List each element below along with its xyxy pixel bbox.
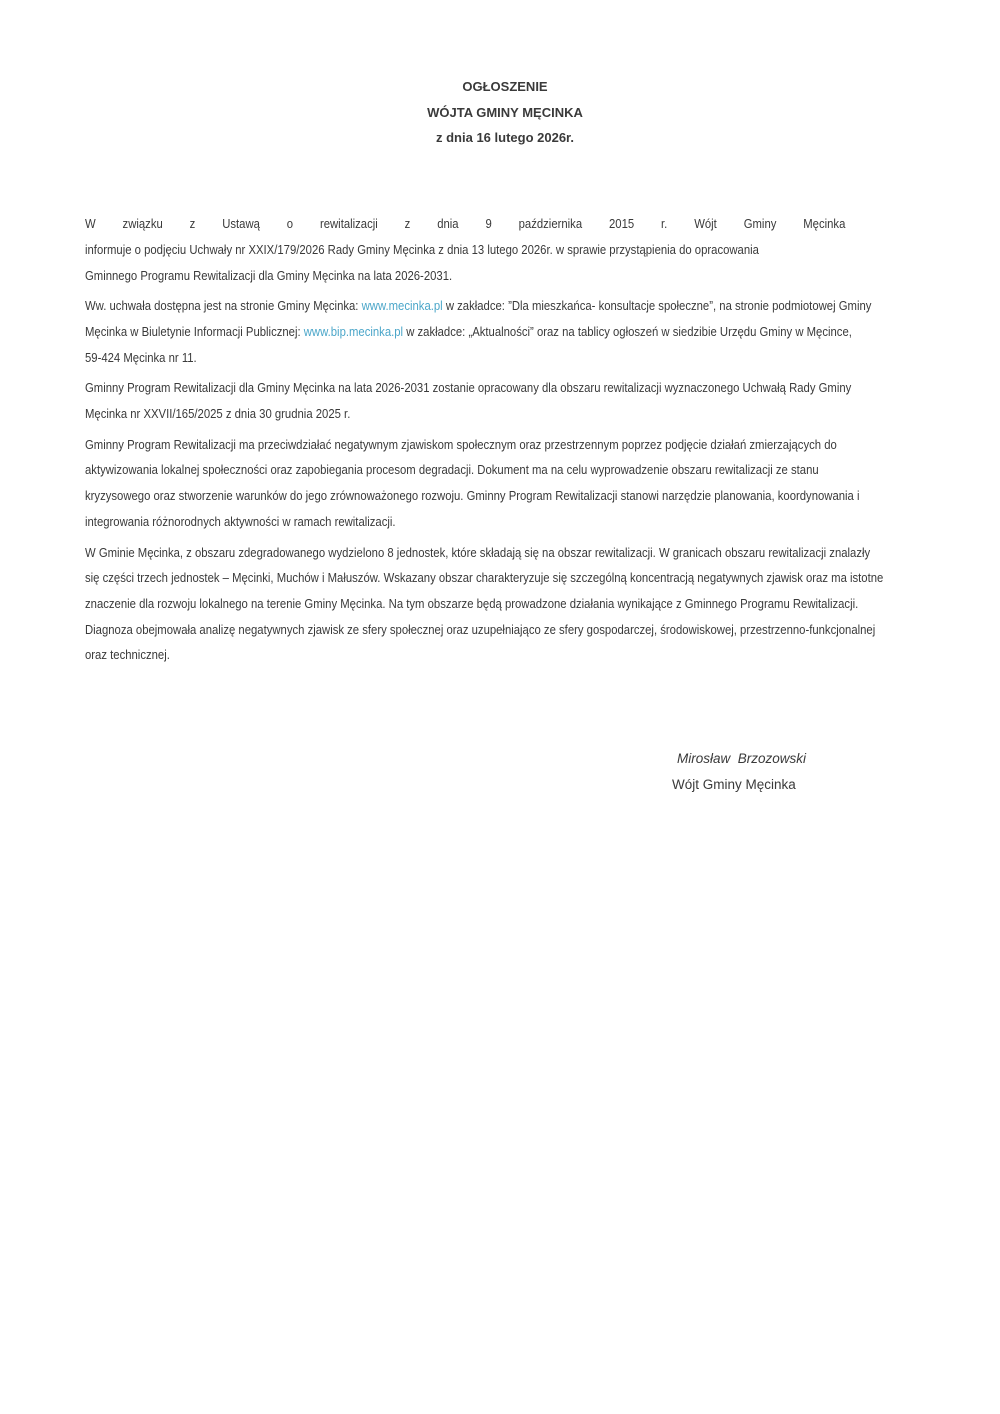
text-run: znaczenie dla rozwoju lokalnego na terenie Gminy Męcinka. Na tym obszarze będą prowadzone działania wynikające z Gminnego Programu Rewitalizacji. — [85, 595, 859, 611]
text-run: Gminny Program Rewitalizacji dla Gminy Męcinka na lata 2026-2031 zostanie opracowany dla obszaru rewitalizacji wyznaczonego Uchwałą Rady Gminy — [85, 380, 852, 396]
paragraph-line — [85, 401, 816, 427]
text-run: Gminny Program Rewitalizacji ma przeciwdziałać negatywnym zjawiskom społecznym oraz przestrzennym poprzez podjęcie działań zmierzających do — [85, 436, 837, 452]
paragraph-line — [85, 642, 816, 668]
text-run: Diagnoza obejmowała analizę negatywnych zjawisk ze sfery społecznej oraz uzupełniająco ze sfery gospodarczej, środowiskowej, przestrzenno-funkcjonalnej — [85, 621, 876, 637]
document-title: OGŁOSZENIE — [462, 79, 548, 94]
text-run: Gminnego Programu Rewitalizacji dla Gminy Męcinka na lata 2026-2031. — [85, 267, 453, 283]
paragraph-line — [85, 263, 816, 289]
paragraph-line — [85, 591, 859, 617]
text-run: W związku z Ustawą o rewitalizacji z dnia 9 października 2015 r. Wójt Gminy Męcinka — [85, 216, 846, 232]
paragraph-line — [85, 319, 852, 345]
signature-name: Mirosław Brzozowski — [677, 751, 807, 767]
text-run: 59-424 Męcinka nr 11. — [85, 349, 197, 365]
paragraph — [85, 211, 846, 288]
document-header — [85, 74, 925, 151]
paragraph-line — [85, 483, 860, 509]
document-date: z dnia 16 lutego 2026r. — [436, 130, 574, 146]
paragraph — [85, 540, 884, 669]
paragraph-line — [85, 540, 871, 566]
text-run: W Gminie Męcinka, z obszaru zdegradowanego wydzielono 8 jednostek, które składają się na obszar rewitalizacji. W granicach obszaru rewitalizacji znalazły — [85, 544, 871, 560]
text-run: w zakładce: ”Dla mieszkańca- konsultacje społeczne”, na stronie podmiotowej Gminy — [442, 298, 872, 314]
text-run: integrowania różnorodnych aktywności w ramach rewitalizacji. — [85, 513, 396, 529]
document-subtitle: WÓJTA GMINY MĘCINKA — [427, 104, 583, 120]
text-run: Ww. uchwała dostępna jest na stronie Gminy Męcinka: — [85, 298, 362, 314]
document-body — [85, 211, 884, 668]
hyperlink[interactable]: www.mecinka.pl — [361, 298, 443, 314]
text-run: się części trzech jednostek – Męcinki, Muchów i Małuszów. Wskazany obszar charakteryzuje się szczególną koncentracją negatywnych zjawisk oraz ma istotne — [85, 570, 884, 586]
paragraph-line — [85, 432, 837, 458]
paragraph-line — [85, 509, 816, 535]
text-run: Męcinka w Biuletynie Informacji Publicznej: — [85, 323, 304, 339]
signature-title: Wójt Gminy Męcinka — [672, 777, 796, 793]
text-run: aktywizowania lokalnej społeczności oraz zapobiegania procesom degradacji. Dokument ma na celu wyprowadzenie obszaru rewitalizacji ze stanu — [85, 462, 819, 478]
hyperlink[interactable]: www.bip.mecinka.pl — [303, 323, 404, 339]
paragraph-line — [85, 211, 845, 237]
paragraph-line — [85, 237, 816, 263]
paragraph-line — [85, 293, 872, 319]
text-run: Męcinka nr XXVII/165/2025 z dnia 30 grudnia 2025 r. — [85, 406, 351, 422]
paragraph — [85, 432, 860, 535]
paragraph-line — [85, 345, 816, 371]
signature-block — [672, 746, 925, 798]
text-run: w zakładce: „Aktualności” oraz na tablicy ogłoszeń w siedzibie Urzędu Gminy w Męcince, — [403, 323, 852, 339]
text-run: kryzysowego oraz stworzenie warunków do jego zrównoważonego rozwoju. Gminny Program Rewitalizacji stanowi narzędzie planowania, koordynowania i — [85, 488, 860, 504]
text-run: oraz technicznej. — [85, 647, 170, 663]
text-run: informuje o podjęciu Uchwały nr XXIX/179/2026 Rady Gminy Męcinka z dnia 13 lutego 2026r. w sprawie przystąpienia do opracowania — [85, 241, 759, 257]
paragraph-line — [85, 457, 819, 483]
paragraph-line — [85, 617, 876, 643]
paragraph — [85, 375, 852, 426]
paragraph-line — [85, 565, 884, 591]
paragraph — [85, 293, 872, 370]
paragraph-line — [85, 375, 852, 401]
